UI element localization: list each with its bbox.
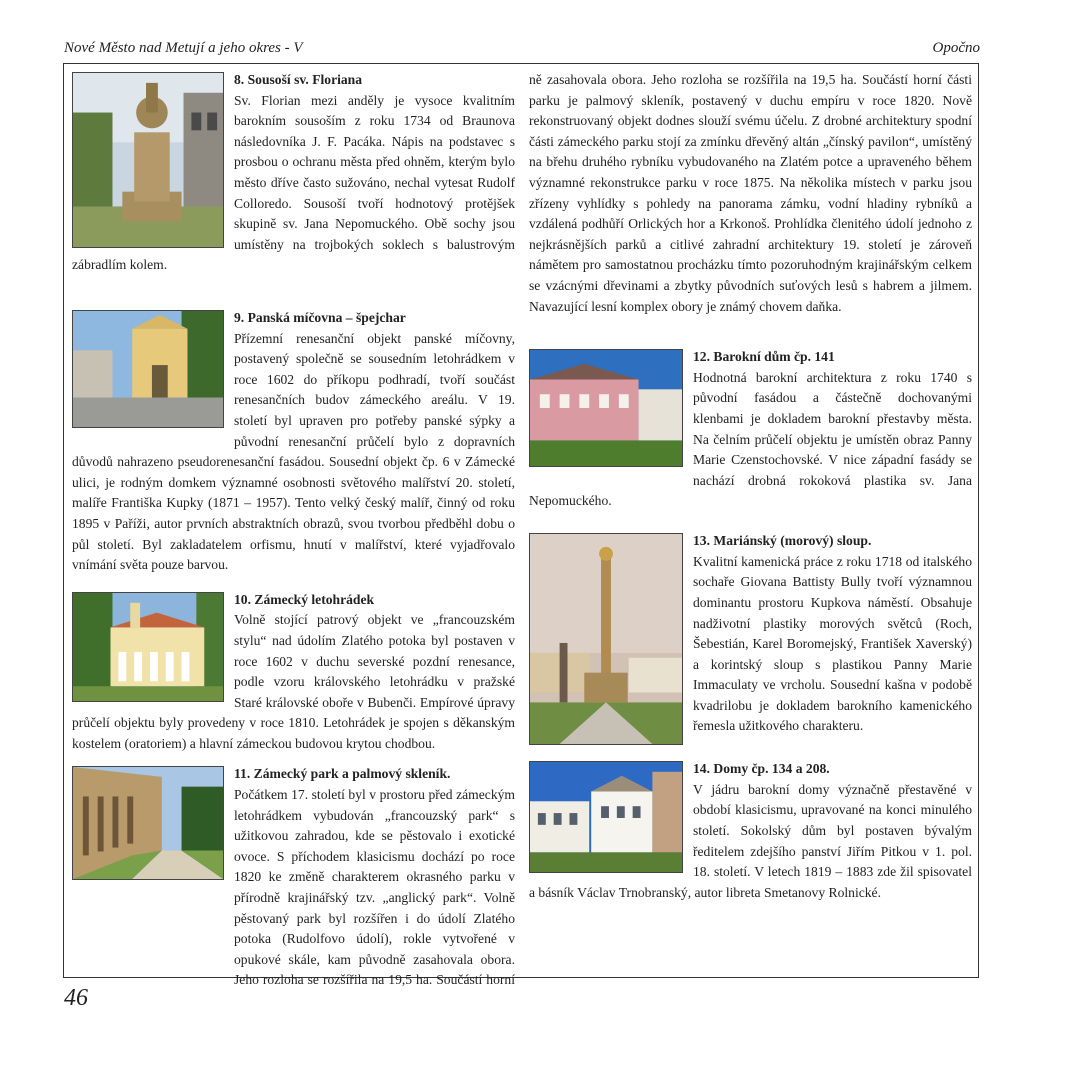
section-11 <box>72 764 515 991</box>
photo-ballroom-granary <box>72 310 224 428</box>
photo-florian-statue <box>72 72 224 248</box>
running-header-title: Nové Město nad Metují a jeho okres - V <box>64 40 303 56</box>
section-10-title: 10. Zámecký letohrádek <box>234 591 375 607</box>
section-9-text: Přízemní renesanční objekt panské míčovny, postavený společně se sousedním letohrádkem v roce 1602 do příkopu podhradí, tvoří součást renesančních budov zámeckého areálu. V 19. století byl upraven pro potřeby panské sýpky a původní renesanční průčelí bylo z dopravních důvodů nahrazeno pseudorenesanční fasádou. Sousední objekt čp. 6 v Zámecké ulici, je rodným domkem významné osobnosti světového malířství 20. století, malíře Františka Kupky (1871 – 1957). Tento velký český malíř, činný od roku 1895 v Paříži, autor prvních abstraktních obrazů, svou tvorbou předběhl dobu o půl století. Byl zakladatelem orfismu, hnutí v malířství, které vyjadřovalo vnímání světa pouze barvou. <box>72 330 515 573</box>
section-12-text: Hodnotná barokní architektura z roku 1740 s původní fasádou a částečně dochovanými klenbami je dokladem barokní přestavby města. Na čelním průčelí objektu je umístěn obraz Panny Marie Czenstochovské. V nice západní fasády se nachází drobná rokoková plastika sv. Jana Nepomuckého. <box>529 369 972 509</box>
section-14-text: V jádru barokní domy význačně přestavěné v období klasicismu, upravované na konci minulého století. Sokolský dům byl postaven bývalým ředitelem zdejšího panství Jiřím Pitkou v 1. pol. 18. století. V letech 1819 – 1883 zde žil spisovatel a básník Václav Trnobranský, autor libreta Smetanovy Rolnické. <box>529 781 972 900</box>
section-8-text: Sv. Florian mezi anděly je vysoce kvalitním barokním sousoším z roku 1734 od Braunova následovníka J. F. Pacáka. Nápis na podstavec s prosbou o ochranu města před ohněm, kterým bylo město dříve často sužováno, nechal vytesat Rudolf Colloredo. Sousoší tvoří hodnotový protějšek skupině sv. Jana Nepomuckého. Obě sochy jsou umístěny na trojbokých soklech s balustrovým zábradlím kolem. <box>72 92 515 273</box>
section-11-title: 11. Zámecký park a palmový skleník. <box>234 766 451 782</box>
page-number: 46 <box>64 985 88 1011</box>
photo-summer-palace <box>72 592 224 702</box>
photo-baroque-house-141 <box>529 349 683 467</box>
section-8-title: 8. Sousoší sv. Floriana <box>234 72 363 87</box>
section-12-title: 12. Barokní dům čp. 141 <box>693 349 835 365</box>
running-header-section: Opočno <box>932 40 980 56</box>
section-10-text: Volně stojící patrový objekt ve „francouzském stylu“ nad údolím Zlatého potoka byl postaven v roce 1602 v duchu severské pozdní renesance, podle vzoru královského letohrádku v pražské Staré královské oboře v Bubenči. Empírové úpravy průčelí objektu byly provedeny v roce 1810. Letohrádek je spojen s děkanským kostelem (oratoriem) a hlavní zámeckou budovou krytou chodbou. <box>72 612 515 751</box>
section-13-text: Kvalitní kamenická práce z roku 1718 od italského sochaře Giovana Battisty Bully tvoří významnou dominantu prostoru Kupkova náměstí. Obsahuje nadživotní plastiky morových světců (Roch, Šebestián, Karel Boromejský, František Xaverský) a korintský sloup s plastikou Panny Marie Immaculaty ve vrcholu. Sousední kašna v podobě kvadrilobu je dokladem barokního kamenického řemesla užitkového charakteru. <box>693 553 972 734</box>
section-8 <box>72 70 515 290</box>
left-column <box>72 70 515 991</box>
section-11-text: Počátkem 17. století byl v prostoru před zámeckým letohrádkem vybudován „francouzský park“ s užitkovou zahradou, kde se pěstovalo i exotické ovoce. S příchodem klasicismu dochází po roce 1820 ke změně charakterem okrasného parku v přírodně krajinářský tzv. „anglický park“. Volně pěstovaný park byl rozšířen i do údolí Zlatého potoka (Rudolfovo údolí), rokle vytvořené v opukové skále, kam původně zasahovala obora. Jeho rozloha se rozšířila na 19,5 ha. Součástí horní <box>234 787 515 988</box>
photo-castle-park <box>72 766 224 880</box>
section-13 <box>529 531 972 745</box>
section-14 <box>529 759 972 903</box>
section-9-title: 9. Panská míčovna – špejchar <box>234 310 406 325</box>
section-9 <box>72 308 515 576</box>
section-12 <box>529 347 972 515</box>
photo-houses-134-208 <box>529 761 683 873</box>
section-13-title: 13. Mariánský (morový) sloup. <box>693 533 872 549</box>
section-14-title: 14. Domy čp. 134 a 208. <box>693 761 830 777</box>
photo-plague-column <box>529 533 683 745</box>
section-10 <box>72 590 515 755</box>
section-11-continuation: ně zasahovala obora. Jeho rozloha se rozšířila na 19,5 ha. Součástí horní části parku je palmový skleník, postavený v duchu empíru v roce 1820. Nově rekonstruovaný objekt dodnes slouží svému účelu. Z drobné architektury spodní části zámeckého parku stojí za zmínku dřevěný altán „čínský pavilon“, umístěný na břehu druhého rybníku vybudovaného na Zlatém potce a upraveného během významné rekonstrukce parku v roce 1875. Na několika místech v parku jsou zřízeny vyhlídky s pohledy na panorama zámku, vodní hladiny rybníků a vzdálená podhůří Orlických hor a Krkonoš. Prohlídka členitého údolí jednoho z nejkrásnějších parků a citlivé zahradní architektury 19. století je zároveň námětem pro samostatnou procházku tímto pozoruhodným krajinářským celkem se vzácnými dřevinami a zbytky původních suťových lesů s habrem a jilmem. Navazující lesní komplex obory je známý chovem daňka. <box>529 72 972 314</box>
right-column <box>529 70 972 903</box>
